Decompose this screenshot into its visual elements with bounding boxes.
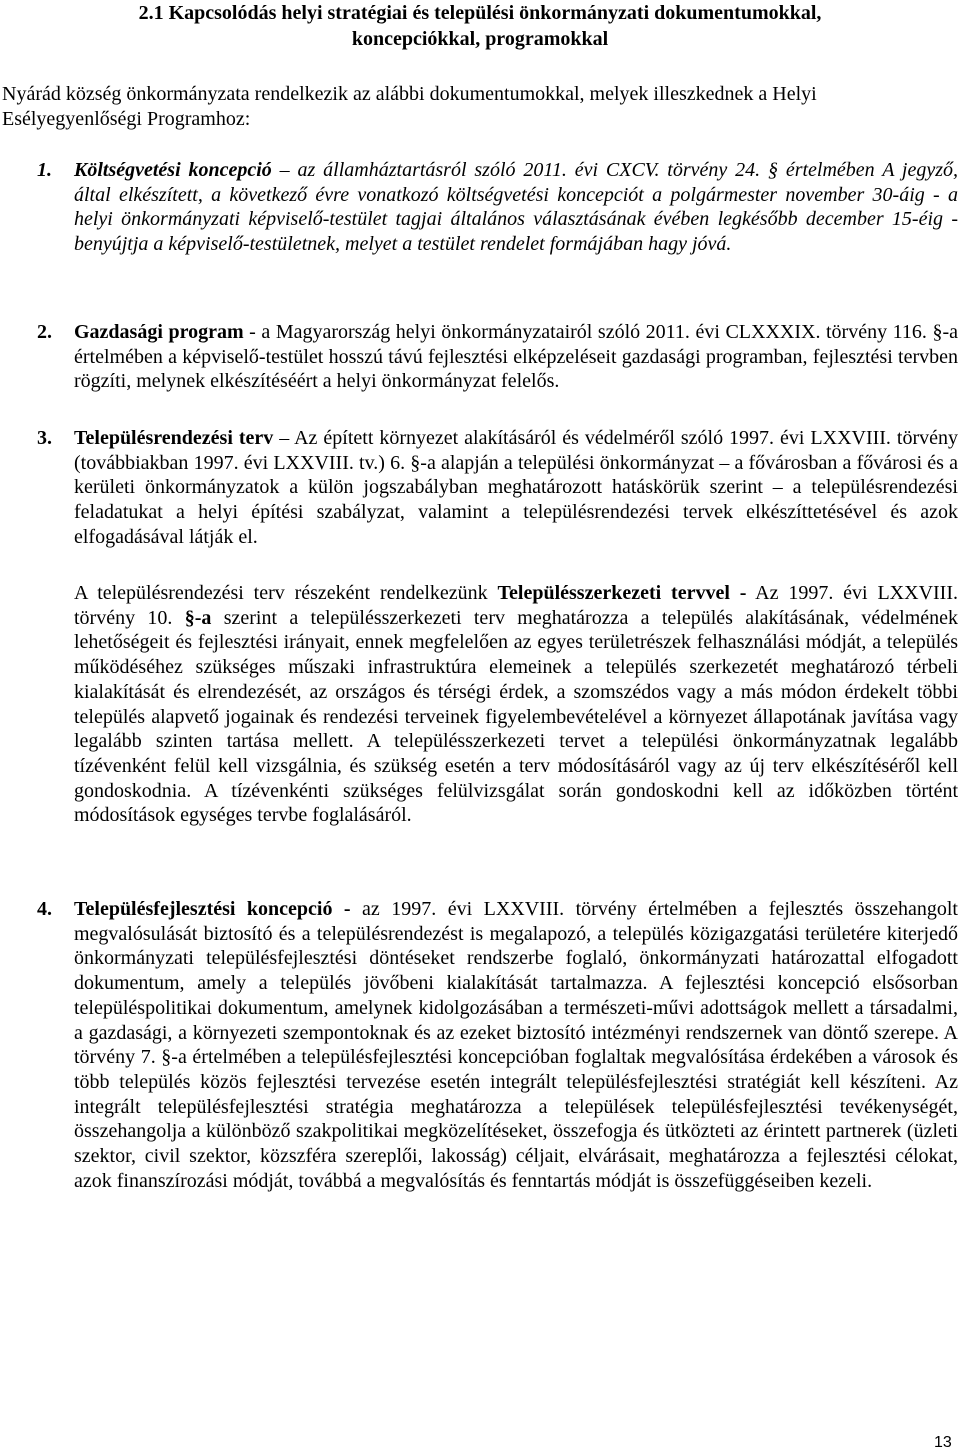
paragraph-bold: Településszerkezeti tervvel - (497, 582, 747, 604)
list-item-1 (37, 158, 958, 257)
section-heading-line2: koncepciókkal, programokkal (351, 28, 609, 50)
item-number: 1. (37, 159, 52, 181)
paragraph-text: A településrendezési terv részeként rendelkezünk (74, 582, 498, 604)
intro-paragraph: Nyárád község önkormányzata rendelkezik az alábbi dokumentumokkal, melyek illeszkednek a Helyi Esélyegyenlőségi Programhoz: (2, 83, 817, 130)
item-number: 2. (37, 321, 52, 343)
item-lead: – az államháztartásról szóló 2011. évi CXCV. törvény 24. § értelmében (271, 159, 875, 181)
item-number: 3. (37, 427, 52, 449)
paragraph-text: szerint a településszerkezeti terv meghatározza a település alakításának, védelmének lehetőségeit és fejlesztési irányait, ennek megfelelően az egyes területrészek felhasználási módját, a település működéséhez szükséges műszaki infrastruktúra elemeinek a település szerkezetét meghatározó térbeli kialakítását és elrendezését, az országos és térségi érdek, a szomszédos vagy a más módon érdekelt többi település alapvető jogainak és rendezési terveinek figyelembevételével a környezet állapotának javítása vagy legalább szinten tartása mellett. A településszerkezeti tervet a települési önkormányzatnak legalább tízévenként felül kell vizsgálnia, és szükség esetén a terv módosításáról vagy az új terv elkészítéséről kell gondoskodnia. A tízévenkénti szükséges felülvizsgálat során gondoskodni kell az időközben történt módosítások egységes tervbe foglalásáról. (74, 606, 959, 827)
item-3-paragraph-2 (74, 581, 958, 828)
item-text: az 1997. évi LXXVIII. törvény értelmében a fejlesztés összehangolt megvalósulását biztosító és a településrendezést is megalapozó, a település közigazgatási területére kiterjedő önkormányzati településfejlesztési döntéseket rendszerbe foglaló, önkormányzati határozattal elfogadott dokumentum, amely a település jövőbeni kialakítását tartalmazza. A fejlesztési koncepció elsősorban településpolitikai dokumentum, amelynek kidolgozásában a természeti-művi adottságok mellett a társadalmi, a gazdasági, a környezeti szempontoknak és az ezeket biztosító intézményi rendszernek van döntő szerepe. A törvény 7. §-a értelmében a településfejlesztési koncepcióban foglaltak megvalósítása érdekében a városok és több település közös fejlesztési tervezése esetén integrált településfejlesztési stratégiát kell készíteni. Az integrált településfejlesztési stratégia meghatározza a települések településfejlesztési tevékenységét, összehangolja a különböző szakpolitikai megközelítéseket, összefogja és ütközteti az érintett partnerek (üzleti szektor, civil szektor, közszféra szereplői, lakosság) céljait, elvárásait, meghatározza a fejlesztési célokat, azok finanszírozási módját, továbbá a megvalósítás és fenntartás módját is összefüggéseiben kezeli. (74, 898, 958, 1192)
item-lead: - a Magyarország helyi önkormányzatairól szóló 2011. évi CLXXXIX. törvény 116. §-a értelmében (74, 321, 958, 368)
section-heading (0, 0, 960, 52)
page-number: 13 (934, 1434, 952, 1451)
item-text: A jegyző, által elkészített, a következő évre vonatkozó költségvetési koncepciót a polgármester november 30-áig - a helyi önkormányzati képviselő-testület tagjai általános választásának évében legkésőbb december 15-éig - benyújtja a képviselő-testületnek, melyet a testület rendelet formájában hagy jóvá. (74, 159, 958, 256)
item-title: Költségvetési koncepció (74, 159, 272, 181)
list-item-4 (37, 897, 958, 1193)
list-item-3 (37, 426, 958, 550)
item-number: 4. (37, 898, 52, 920)
item-text: – Az épített környezet alakításáról és védelméről szóló 1997. évi LXXVIII. törvény (továbbiakban 1997. évi LXXVIII. tv.) 6. §-a alapján a települési önkormányzat – a fővárosban a fővárosi és a kerületi önkormányzatok a külön jogszabályban meghatározott hatáskörük szerint – a településrendezési feladatukat a helyi építési szabályzat, valamint a településrendezési tervek elkészíttetésével és azok elfogadásával látják el. (74, 427, 958, 548)
paragraph-text: Az 1997. évi LXXVIII. törvény 10. (74, 582, 958, 629)
list-item-2 (37, 320, 958, 394)
section-heading-line1: 2.1 Kapcsolódás helyi stratégiai és települési önkormányzati dokumentumokkal, (138, 2, 822, 24)
item-title: Településrendezési terv (74, 427, 274, 449)
item-text: a képviselő-testület hosszú távú fejlesztési elképzeléseit gazdasági programban, fejlesztési tervben rögzíti, melynek elkészítéséért a helyi önkormányzat felelős. (74, 345, 958, 393)
item-title: Gazdasági program (74, 321, 244, 343)
paragraph-bold: §-a (184, 606, 212, 629)
item-title: Településfejlesztési koncepció - (74, 898, 351, 920)
